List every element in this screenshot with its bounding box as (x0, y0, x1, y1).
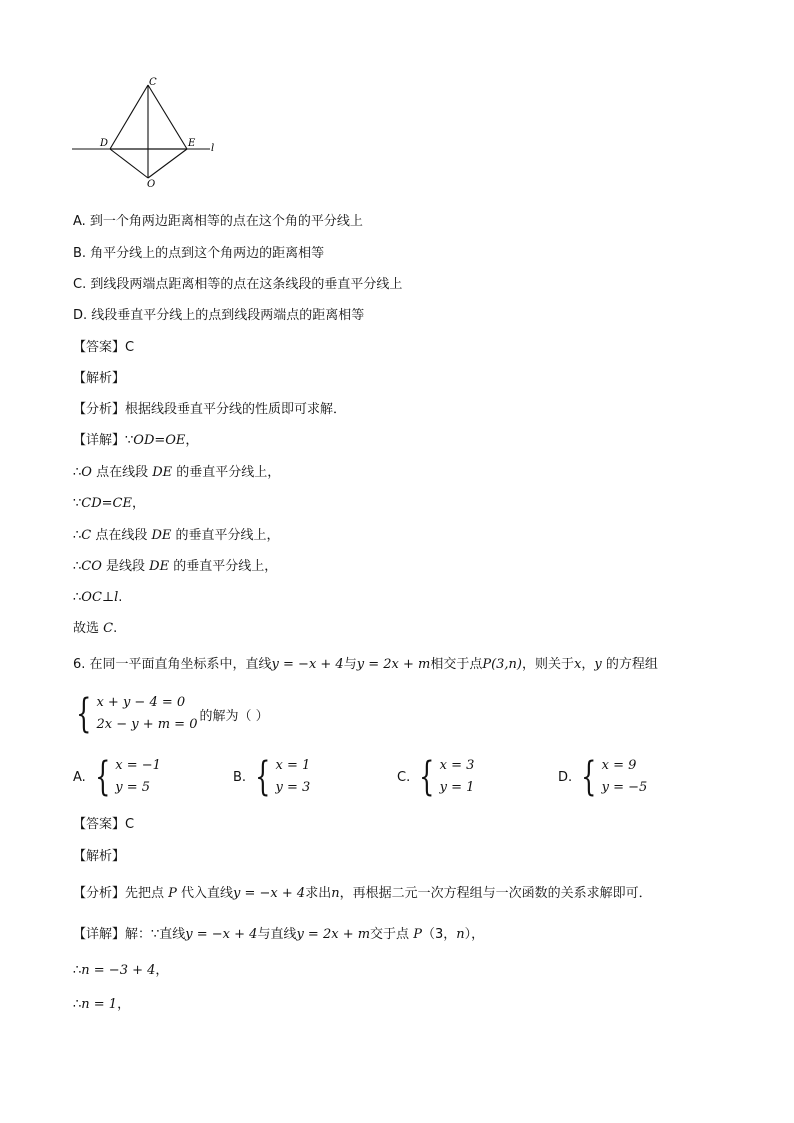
text: ∴ (73, 963, 82, 978)
option-row: y = 5 (115, 780, 151, 795)
q5-option-b: B. 角平分线上的点到这个角两边的距离相等 (73, 246, 325, 261)
text: ， (185, 433, 199, 448)
math-n: n (456, 927, 465, 942)
math-line-2: y = 2x + m (296, 927, 371, 942)
text: 点在线段 (91, 528, 152, 543)
q5-detail-line-1 (73, 432, 198, 450)
math-cd-ce: CD=CE (81, 496, 132, 511)
text: 的垂直平分线上， (172, 465, 281, 480)
q6-answer: 【答案】C (73, 817, 135, 832)
math-n: n (331, 886, 340, 901)
text: 是线段 (101, 559, 150, 574)
text: 6. 在同一平面直角坐标系中，直线 (73, 657, 272, 672)
math-step-1: n = −3 + 4 (81, 963, 156, 978)
text: . (113, 621, 118, 636)
label-l: l (211, 143, 215, 154)
text: 的垂直平分线上， (171, 528, 280, 543)
q5-detail-line-5 (73, 558, 277, 576)
q5-detail-line-6 (73, 589, 122, 607)
math-co: CO (81, 559, 102, 574)
q5-detail-line-2 (73, 464, 280, 482)
segment-do (110, 149, 148, 178)
q5-option-c: C. 到线段两端点距离相等的点在这条线段的垂直平分线上 (73, 277, 403, 292)
system-row: x + y − 4 = 0 (96, 695, 186, 710)
q5-detail-line-7 (73, 620, 117, 638)
text: 求出 (305, 886, 332, 901)
option-letter: A. (73, 769, 86, 785)
text: ， (155, 963, 169, 978)
text: 【详解】∵ (73, 433, 134, 448)
segment-cd (110, 85, 148, 149)
system-row: 2x − y + m = 0 (96, 717, 198, 732)
option-row: y = 1 (439, 780, 475, 795)
math-oc-perp-l: OC⊥l (81, 590, 119, 605)
text: ∵ (73, 496, 82, 511)
q6-step-2 (73, 996, 130, 1014)
option-row: y = −5 (601, 780, 648, 795)
segment-eo (148, 149, 187, 178)
q5-answer: 【答案】C (73, 340, 135, 355)
text: ∴ (73, 465, 82, 480)
q6-option-a (73, 755, 161, 799)
text: ∴ (73, 590, 82, 605)
option-letter: C. (397, 769, 411, 785)
text: ，则关于 (522, 657, 575, 672)
label-c: C (149, 77, 157, 88)
math-line: y = −x + 4 (233, 886, 306, 901)
option-row: x = 3 (439, 758, 475, 773)
label-o: O (147, 179, 156, 190)
q6-jiexi: 【解析】 (73, 849, 126, 864)
text: 与直线 (257, 927, 297, 942)
label-e: E (188, 138, 196, 149)
text: 故选 (73, 621, 104, 636)
q5-fenxi: 【分析】根据线段垂直平分线的性质即可求解． (73, 402, 347, 417)
text: 相交于点 (430, 657, 483, 672)
text: ， (581, 657, 595, 672)
geometry-figure (70, 75, 220, 195)
q5-detail-line-3 (73, 495, 145, 513)
text: ）， (464, 927, 485, 942)
text: ∴ (73, 528, 82, 543)
math-de: DE (152, 465, 173, 480)
segment-ce (148, 85, 187, 149)
text: 点在线段 (91, 465, 153, 480)
q6-option-b (233, 755, 310, 799)
option-row: x = 1 (275, 758, 311, 773)
q5-option-d: D. 线段垂直平分线上的点到线段两端点的距离相等 (73, 308, 365, 323)
text: 【详解】解：∵直线 (73, 927, 186, 942)
q6-step-1 (73, 962, 168, 980)
math-de: DE (151, 528, 172, 543)
math-p: P (413, 927, 422, 942)
text: 的方程组 (601, 657, 658, 672)
q5-option-a: A. 到一个角两边距离相等的点在这个角的平分线上 (73, 214, 363, 229)
brace-icon: { (419, 754, 435, 800)
text: 交于点 (370, 927, 414, 942)
option-row: x = 9 (601, 758, 637, 773)
text: （3， (421, 927, 457, 942)
q6-detail (73, 926, 484, 944)
math-line-1: y = −x + 4 (185, 927, 258, 942)
math-x: x (574, 657, 582, 672)
label-d: D (100, 138, 109, 149)
text: 的垂直平分线上， (169, 559, 278, 574)
q5-detail-line-4 (73, 527, 280, 545)
math-c: C (81, 528, 92, 543)
math-line-1: y = −x + 4 (271, 657, 344, 672)
math-point-p: P(3,n) (482, 657, 522, 672)
q5-jiexi: 【解析】 (73, 371, 126, 386)
q6-stem (73, 656, 658, 674)
q6-option-d (558, 755, 647, 799)
q6-fenxi (73, 885, 652, 903)
math-y: y (594, 657, 602, 672)
math-od-oe: OD=OE (133, 433, 186, 448)
text: ∴ (73, 997, 82, 1012)
text: ，再根据二元一次方程组与一次函数的关系求解即可． (339, 886, 652, 901)
text: 与 (343, 657, 357, 672)
option-row: y = 3 (275, 780, 311, 795)
text: 代入直线 (176, 886, 234, 901)
text: ∴ (73, 559, 82, 574)
text: . (118, 590, 123, 605)
math-de: DE (149, 559, 170, 574)
text: ， (117, 997, 131, 1012)
q6-option-c (397, 755, 474, 799)
option-row: x = −1 (115, 758, 161, 773)
q6-stem-tail: 的解为（ ） (199, 708, 269, 724)
option-letter: B. (233, 769, 247, 785)
brace-icon: { (94, 754, 111, 800)
text: ， (131, 496, 145, 511)
option-letter: D. (558, 769, 573, 785)
brace-icon: { (255, 754, 271, 800)
brace-icon: { (76, 691, 92, 737)
math-o: O (81, 465, 92, 480)
text: 【分析】先把点 (73, 886, 169, 901)
math-c: C (103, 621, 114, 636)
brace-icon: { (581, 754, 597, 800)
q6-equation-system (71, 692, 269, 736)
math-step-2: n = 1 (81, 997, 118, 1012)
math-p: P (168, 886, 177, 901)
math-line-2: y = 2x + m (356, 657, 431, 672)
